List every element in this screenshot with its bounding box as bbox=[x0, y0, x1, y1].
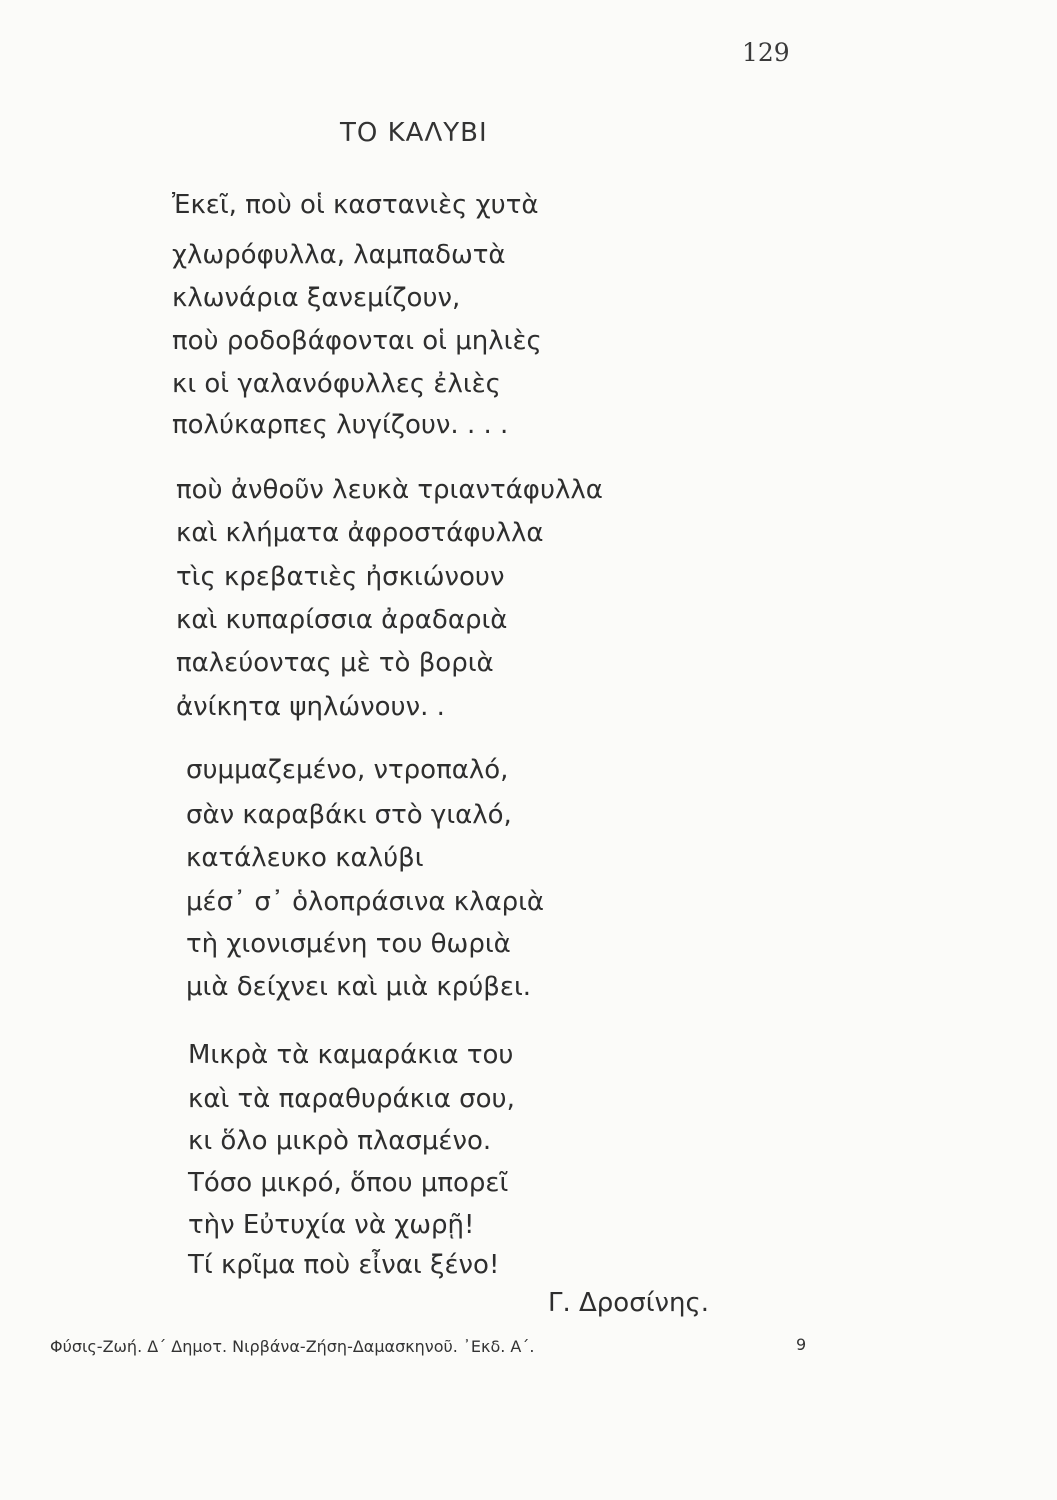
poem-line: τὴν Εὐτυχία νὰ χωρῇ! bbox=[188, 1210, 475, 1240]
footer-text: Φύσις-Ζωή. Δ΄ Δημοτ. Νιρβάνα-Ζήση-Δαμασκηνοῦ. ᾽Εκδ. Α΄. bbox=[50, 1337, 535, 1356]
poem-line: παλεύοντας μὲ τὸ βοριὰ bbox=[176, 648, 494, 678]
poem-line: χλωρόφυλλα, λαμπαδωτὰ bbox=[172, 240, 506, 270]
poem-title: ΤΟ ΚΑΛΥΒΙ bbox=[340, 118, 488, 148]
poem-line: Τόσο μικρό, ὅπου μπορεῖ bbox=[188, 1168, 509, 1198]
poem-line: Ἐκεῖ, ποὺ οἱ καστανιὲς χυτὰ bbox=[172, 190, 539, 220]
poem-line: Τί κρῖμα ποὺ εἶναι ξένο! bbox=[188, 1250, 500, 1280]
poem-line: ποὺ ροδοβάφονται οἱ μηλιὲς bbox=[172, 326, 542, 356]
poem-line: Μικρὰ τὰ καμαράκια του bbox=[188, 1040, 514, 1070]
poem-line: τὶς κρεβατιὲς ἠσκιώνουν bbox=[176, 562, 505, 592]
poem-line: ποὺ ἀνθοῦν λευκὰ τριαντάφυλλα bbox=[176, 475, 603, 505]
poem-line: καὶ τὰ παραθυράκια σου, bbox=[188, 1084, 515, 1114]
author-signature: Γ. Δροσίνης. bbox=[548, 1288, 710, 1318]
poem-line: κι οἱ γαλανόφυλλες ἐλιὲς bbox=[172, 369, 501, 399]
poem-line: κι ὅλο μικρὸ πλασμένο. bbox=[188, 1126, 492, 1156]
poem-line: συμμαζεμένο, ντροπαλό, bbox=[186, 755, 509, 785]
poem-line: πολύκαρπες λυγίζουν. . . . bbox=[172, 410, 509, 440]
poem-line: τὴ χιονισμένη του θωριὰ bbox=[186, 929, 511, 959]
poem-line: σὰν καραβάκι στὸ γιαλό, bbox=[186, 800, 512, 830]
poem-line: καὶ κλήματα ἀφροστάφυλλα bbox=[176, 518, 544, 548]
poem-line: ἀνίκητα ψηλώνουν. . bbox=[176, 692, 445, 722]
poem-line: κατάλευκο καλύβι bbox=[186, 843, 424, 873]
poem-line: κλωνάρια ξανεμίζουν, bbox=[172, 283, 461, 313]
poem-line: μιὰ δείχνει καὶ μιὰ κρύβει. bbox=[186, 972, 532, 1002]
page-number: 129 bbox=[742, 38, 790, 67]
poem-line: καὶ κυπαρίσσια ἀραδαριὰ bbox=[176, 605, 508, 635]
poem-line: μέσ᾽ σ᾽ ὁλοπράσινα κλαριὰ bbox=[186, 887, 545, 917]
signature-mark: 9 bbox=[796, 1335, 807, 1354]
